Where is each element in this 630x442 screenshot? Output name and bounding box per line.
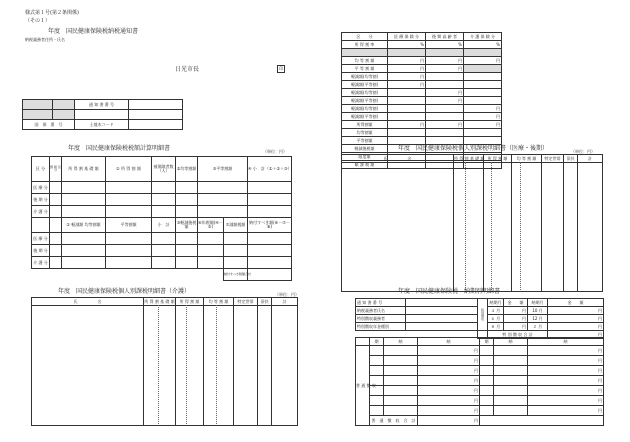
pct-unit: %: [464, 41, 502, 49]
grid-header: 期: [370, 338, 384, 346]
individual-title: 年度 国民健康保険税個人別課税明細書（医療・後期）: [398, 145, 549, 152]
dotted-divider: [491, 162, 492, 290]
yen-unit: 円: [418, 396, 480, 406]
yen-unit: 円: [464, 57, 502, 65]
yen-unit: 円: [388, 81, 426, 89]
calc-col-label: ②均等割額: [176, 157, 198, 182]
individual-header: 所 得 割 基 礎 額: [454, 155, 485, 161]
summary-row: 均 等 割 額: [342, 57, 388, 65]
yen-unit: 円: [504, 315, 528, 323]
dotted-divider: [465, 162, 466, 290]
yen-unit: 円: [528, 386, 604, 396]
summary-row: 軽減額(均等割): [342, 73, 388, 81]
yen-unit: 円: [388, 121, 426, 129]
sender-name: 日光市長: [175, 66, 200, 73]
yen-unit: 円: [426, 65, 464, 73]
grid-header: 納: [384, 338, 418, 346]
yen-unit: 円: [528, 396, 604, 406]
calc-table: [31, 156, 292, 281]
ordinary-collection-label: 普 通 徴 収: [356, 346, 370, 426]
notice-box: [22, 99, 183, 130]
summary-row: 軽減額(均等割): [342, 89, 388, 97]
dotted-divider: [186, 305, 187, 424]
yen-unit: 円: [426, 57, 464, 65]
yen-unit: 円: [426, 97, 464, 105]
calc-lower-label: 平等割額: [106, 218, 152, 233]
period-label: 納期月: [489, 299, 502, 305]
yen-unit: 円: [464, 113, 502, 121]
pct-unit: %: [426, 41, 464, 49]
yen-unit: 円: [528, 406, 604, 416]
amount-label: 金 額: [548, 299, 604, 307]
yen-unit: 円: [528, 346, 604, 356]
care-title: 年度 国民健康保険税個人別課税明細書（介護）: [58, 288, 191, 295]
calc-unit: （単位：円）: [263, 149, 287, 154]
yen-unit: 円: [418, 346, 480, 356]
payment-label: 特別徴収年金種別: [356, 323, 406, 331]
grid-header: 期: [480, 338, 494, 346]
period-label: 納期月: [528, 299, 548, 307]
summary-row: 軽減後税額: [342, 145, 388, 153]
summary-header-kubun: 区 分: [342, 33, 388, 41]
calc-lower-label: ③軽減後税額: [176, 218, 198, 233]
care-unit: （単位：円）: [275, 292, 299, 297]
care-header: 旧扶: [258, 298, 272, 306]
month-label: ２ 月: [528, 323, 548, 331]
sheet-label: （その１）: [25, 18, 51, 24]
summary-header-koki: 後 期 高 齢 者: [426, 33, 464, 41]
summary-row: 軽減額(平等割): [342, 97, 388, 105]
care-header: 所 得 割 基 礎 額: [144, 298, 175, 304]
summary-row: 軽減額(平等割): [342, 113, 388, 121]
calc-col-label: ④ 小 計（①＋②＋③）: [248, 157, 292, 182]
individual-header: 計: [578, 155, 603, 163]
dotted-divider: [158, 305, 159, 424]
individual-header: 所 得 割 額: [484, 155, 512, 163]
summary-row: 平 等 割 額: [342, 65, 388, 73]
pct-unit: %: [388, 41, 426, 49]
calc-lower-label: ⑦減額税額: [224, 218, 248, 233]
payment-label: 通 知 書 番 号: [356, 299, 406, 307]
yen-unit: 円: [418, 366, 480, 376]
yen-unit: 円: [464, 121, 502, 129]
individual-header: 均 等 割 額: [512, 155, 542, 163]
payment-label: 納税義務者氏名: [356, 307, 406, 315]
summary-header-kaigo: 介 護 保 険 分: [464, 33, 502, 41]
calc-row-label: 介 護 分: [32, 206, 50, 218]
yen-unit: 円: [528, 366, 604, 376]
yen-unit: 円: [504, 307, 528, 315]
calc-row-label: 介 護 分: [32, 257, 50, 269]
yen-unit: 円: [548, 323, 604, 331]
yen-unit: 円: [548, 315, 604, 323]
yen-unit: 円: [388, 73, 426, 81]
yen-unit: 円: [528, 356, 604, 366]
yen-unit: 円: [418, 356, 480, 366]
summary-row: 限度額: [342, 153, 388, 161]
individual-unit: （単位：円）: [571, 149, 595, 154]
month-label: 12 月: [528, 315, 548, 323]
dotted-divider: [520, 162, 521, 290]
calc-row-label: 後 期 分: [32, 245, 50, 257]
amount-label: 金 額: [504, 299, 528, 307]
yen-unit: 円: [418, 386, 480, 396]
calc-col-label: ③平等割額: [198, 157, 248, 182]
summary-row: 賦 課 税 額: [342, 161, 388, 169]
yen-unit: 円: [548, 331, 604, 339]
care-header: 所 得 割 額: [176, 298, 204, 306]
month-label: ４ 月: [488, 307, 504, 315]
yen-unit: 円: [426, 89, 464, 97]
calc-row-label: 医 療 分: [32, 233, 50, 245]
form-number: 様式第１号(第２条関係): [25, 10, 79, 16]
summary-row: 軽減額(均等割): [342, 105, 388, 113]
payment-info-table: 通 知 書 番 号 特 別 徴 収 納期月 金 額 納期月 金 額 納税義務者氏名 ４ 月 円 10 月 円 特別徴収義務者 ６ 月 円 12 月 円 特別徴収年金種別 ８ 月 円 ２ 月 円 特 別 徴 収 合 計 円: [357, 299, 602, 337]
individual-header: 旧扶: [564, 155, 578, 163]
payment-label: 特別徴収義務者: [356, 315, 406, 323]
calc-col-label: ① 所 得 割 額: [106, 157, 152, 182]
calc-title: 年度 国民健康保険税税額計算明細書: [68, 145, 171, 152]
month-label: ６ 月: [488, 315, 504, 323]
care-header: 計: [272, 298, 298, 306]
care-header: 特定世帯: [234, 298, 258, 306]
yen-unit: 円: [418, 416, 480, 426]
individual-header: 氏 名: [342, 155, 454, 163]
care-header: 氏 名: [32, 298, 144, 306]
calc-lower-label: 小 計: [152, 218, 176, 233]
individual-header: 特定世帯: [542, 155, 564, 163]
calc-row-label: 後 期 分: [32, 194, 50, 206]
calc-lower-label: ② 軽減額 均等割額: [62, 218, 106, 233]
summary-header-iryo: 医 療 保 険 分: [388, 33, 426, 41]
yen-unit: 円: [464, 105, 502, 113]
care-header: 均 等 割 額: [204, 298, 234, 306]
yen-unit: 円: [504, 323, 528, 331]
calc-lower-label: 納付すべき額(⑥－⑦－⑧): [248, 218, 292, 233]
yen-unit: 円: [528, 376, 604, 386]
calc-row-label: 医 療 分: [32, 182, 50, 194]
notice-number-label: 通 知 書 番 号: [75, 100, 129, 110]
notice-title: 年度 国民健康保険税納税通知書: [48, 28, 139, 35]
kubun-label: 区 分: [32, 157, 50, 182]
yen-unit: 円: [426, 121, 464, 129]
payment-title: 年度 国民健康保険税 納期別明細書: [398, 288, 501, 295]
grid-header: 納: [494, 338, 528, 346]
special-total-label: 特 別 徴 収 合 計: [488, 331, 548, 339]
calc-col-label: 所 得 割 基 礎 額: [62, 157, 106, 182]
yen-unit: 円: [388, 65, 426, 73]
yen-unit: 円: [418, 406, 480, 416]
dotted-divider: [216, 305, 217, 424]
summary-row: 軽減額(平等割): [342, 81, 388, 89]
summary-row: 均等割額: [342, 129, 388, 137]
month-label: 10 月: [528, 307, 548, 315]
care-table: [31, 297, 298, 426]
summary-row: 所得割額: [342, 121, 388, 129]
individual-table: [341, 154, 603, 292]
seal-stamp: 印: [279, 66, 283, 71]
payment-grid: [355, 337, 604, 426]
total-due-label: 納付すべき税額合計: [224, 269, 248, 281]
summary-row: 平等割額: [342, 137, 388, 145]
yen-unit: 円: [418, 376, 480, 386]
grid-header: 納: [528, 338, 604, 346]
tax-kubun-label: 課 税 区 分: [50, 157, 62, 182]
calc-col-label: 被保険者数（人）: [152, 157, 176, 182]
taxpayer-label: 納税義務者住所・氏名: [25, 37, 65, 42]
address-code-label: 土地木コード: [75, 120, 129, 130]
summary-rate-label: 所 得 割 率: [342, 41, 388, 49]
month-label: ８ 月: [488, 323, 504, 331]
calc-lower-label: ⑥年税額(④－⑤): [198, 218, 224, 233]
grid-header: 納: [418, 338, 480, 346]
ordinary-total-label: 普 通 徴 収 合 計: [370, 416, 418, 426]
kokuho-number-label: 国 保 番 号: [23, 120, 75, 130]
yen-unit: 円: [388, 57, 426, 65]
yen-unit: 円: [548, 307, 604, 315]
